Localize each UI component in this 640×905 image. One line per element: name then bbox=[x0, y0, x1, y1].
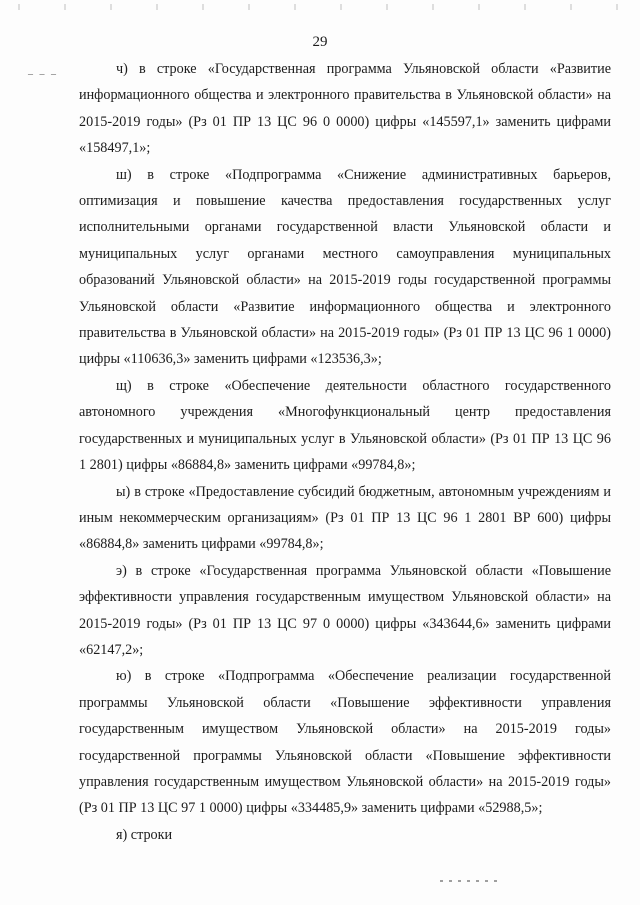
scan-artifact-top bbox=[0, 4, 640, 10]
scan-artifact-bottom bbox=[440, 880, 500, 882]
document-body bbox=[79, 56, 611, 848]
paragraph-ch: ч) в строке «Государственная программа Ульяновской области «Развитие информационного общества и электронного правительства в Ульяновской области» на 2015-2019 годы» (Рз 01 ПР 13 ЦС 96 0 0000) цифры «145597,1» заменить цифрами «158497,1»; bbox=[79, 61, 611, 157]
paragraph-e: э) в строке «Государственная программа Ульяновской области «Повышение эффективности управления государственным имуществом Ульяновской области» на 2015-2019 годы» (Рз 01 ПР 13 ЦС 97 0 0000) цифры «343644,6» заменить цифрами «62147,2»; bbox=[79, 562, 611, 658]
page-number: 29 bbox=[312, 34, 328, 50]
margin-mark: – – – bbox=[28, 69, 58, 80]
paragraph-y: ы) в строке «Предоставление субсидий бюджетным, автономным учреждениям и иным некоммерческим организациям» (Рз 01 ПР 13 ЦС 96 1 2801 ВР 600) цифры «86884,8» заменить цифрами «99784,8»; bbox=[79, 483, 611, 553]
paragraph-yu: ю) в строке «Подпрограмма «Обеспечение реализации государственной программы Ульяновской области «Повышение эффективности управления государственным имуществом Ульяновской области» на 2015-2019 годы» государственной программы Ульяновской области «Повышение эффективности управления государственным имуществом Ульяновской области» на 2015-2019 годы» (Рз 01 ПР 13 ЦС 97 1 0000) цифры «334485,9» заменить цифрами «52988,5»; bbox=[79, 668, 611, 817]
paragraph-shch: щ) в строке «Обеспечение деятельности областного государственного автономного учреждения «Многофункциональный центр предоставления государственных и муниципальных услуг в Ульяновской области» (Рз 01 ПР 13 ЦС 96 1 2801) цифры «86884,8» заменить цифрами «99784,8»; bbox=[79, 377, 611, 474]
paragraph-sh: ш) в строке «Подпрограмма «Снижение административных барьеров, оптимизация и повышение качества предоставления государственных услуг исполнительными органами государственной власти Ульяновской области и муниципальных услуг органами местного самоуправления муниципальных образований Ульяновской области» на 2015-2019 годы государственной программы Ульяновской области «Развитие информационного общества и электронного правительства в Ульяновской области» на 2015-2019 годы» (Рз 01 ПР 13 ЦС 96 1 0000) цифры «110636,3» заменить цифрами «123536,3»; bbox=[79, 166, 611, 368]
paragraph-ya: я) строки bbox=[116, 826, 173, 843]
